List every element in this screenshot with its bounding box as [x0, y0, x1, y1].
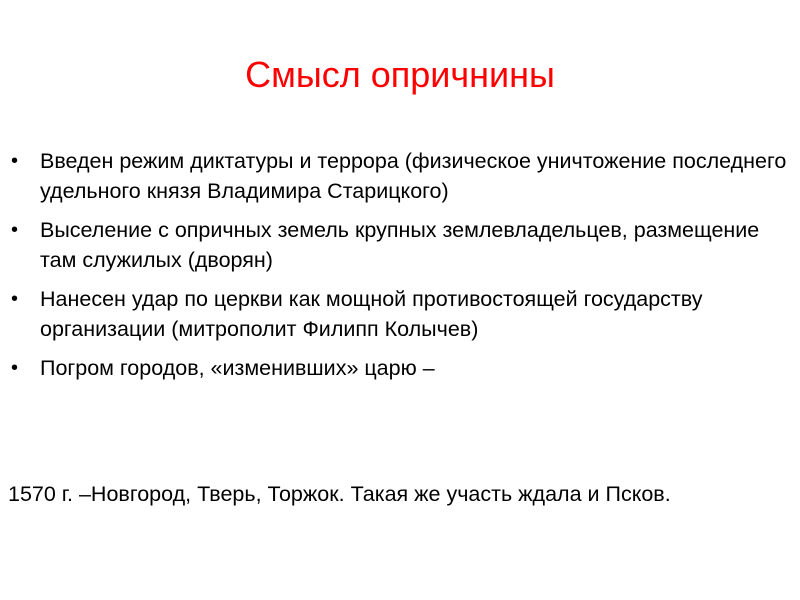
body-paragraph: 1570 г. –Новгород, Тверь, Торжок. Такая же участь ждала и Псков.: [8, 482, 671, 506]
bullet-dot-icon: •: [11, 219, 19, 241]
bullet-item: [0, 215, 790, 275]
bullet-text: Погром городов, «изменивших» царю –: [40, 356, 435, 380]
bullet-text: Нанесен удар по церкви как мощной противостоящей государству организации (митрополит Филипп Колычев): [40, 287, 703, 341]
bullet-dot-icon: •: [11, 288, 19, 310]
bullet-list: [0, 146, 790, 392]
bullet-dot-icon: •: [11, 150, 19, 172]
slide-title: Смысл опричнины: [245, 54, 555, 95]
bullet-text: Введен режим диктатуры и террора (физическое уничтожение последнего удельного князя Владимира Старицкого): [40, 149, 787, 203]
bullet-item: [0, 353, 790, 383]
bullet-dot-icon: •: [11, 357, 19, 379]
bullet-text: Выселение с опричных земель крупных землевладельцев, размещение там служилых (дворян): [40, 218, 760, 272]
bullet-item: [0, 284, 790, 344]
bullet-item: [0, 146, 790, 206]
